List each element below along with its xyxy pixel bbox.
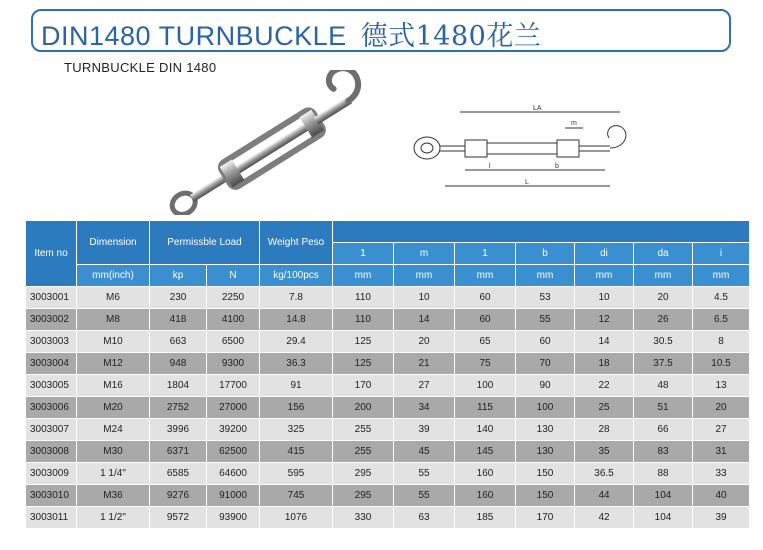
cell-dim-value: 104 bbox=[634, 485, 693, 507]
cell-dim-value: 83 bbox=[634, 441, 693, 463]
table-row bbox=[26, 331, 750, 353]
cell-dim: M6 bbox=[77, 287, 150, 309]
cell-kp: 6371 bbox=[150, 441, 207, 463]
drawing-label-b: b bbox=[555, 163, 559, 170]
unit-cell: mm bbox=[516, 265, 575, 287]
cell-w: 595 bbox=[260, 463, 333, 485]
cell-item: 3003011 bbox=[26, 507, 77, 529]
cell-dim-value: 21 bbox=[394, 353, 455, 375]
cell-dim-value: 40 bbox=[693, 485, 750, 507]
header-permissible-load: Permissble Load bbox=[150, 221, 260, 265]
unit-cell: mm bbox=[575, 265, 634, 287]
cell-dim-value: 28 bbox=[575, 419, 634, 441]
cell-dim-value: 60 bbox=[455, 309, 516, 331]
table-row bbox=[26, 463, 750, 485]
cell-dim-value: 70 bbox=[516, 353, 575, 375]
header-col-4: di bbox=[575, 243, 634, 265]
cell-dim-value: 33 bbox=[693, 463, 750, 485]
cell-dim-value: 255 bbox=[333, 441, 394, 463]
header-col-0: 1 bbox=[333, 243, 394, 265]
cell-dim-value: 115 bbox=[455, 397, 516, 419]
cell-dim-value: 4.5 bbox=[693, 287, 750, 309]
cell-item: 3003006 bbox=[26, 397, 77, 419]
cell-dim-value: 104 bbox=[634, 507, 693, 529]
cell-dim-value: 14 bbox=[394, 309, 455, 331]
cell-dim-value: 27 bbox=[394, 375, 455, 397]
cell-dim-value: 13 bbox=[693, 375, 750, 397]
unit-cell: N bbox=[207, 265, 260, 287]
cell-dim-value: 10 bbox=[575, 287, 634, 309]
cell-dim-value: 150 bbox=[516, 485, 575, 507]
cell-dim-value: 20 bbox=[693, 397, 750, 419]
drawing-label-m: m bbox=[571, 120, 577, 127]
cell-dim-value: 26 bbox=[634, 309, 693, 331]
title-chinese: 德式1480花兰 bbox=[360, 21, 542, 52]
cell-dim-value: 20 bbox=[394, 331, 455, 353]
cell-kp: 418 bbox=[150, 309, 207, 331]
cell-dim-value: 55 bbox=[394, 463, 455, 485]
cell-dim-value: 295 bbox=[333, 463, 394, 485]
cell-dim-value: 130 bbox=[516, 441, 575, 463]
cell-dim-value: 88 bbox=[634, 463, 693, 485]
cell-dim-value: 100 bbox=[455, 375, 516, 397]
cell-n: 39200 bbox=[207, 419, 260, 441]
cell-dim-value: 60 bbox=[516, 331, 575, 353]
header-col-6: i bbox=[693, 243, 750, 265]
table-row bbox=[26, 419, 750, 441]
cell-item: 3003001 bbox=[26, 287, 77, 309]
page-title bbox=[41, 14, 541, 53]
cell-dim: M36 bbox=[77, 485, 150, 507]
cell-dim-value: 12 bbox=[575, 309, 634, 331]
cell-dim-value: 110 bbox=[333, 309, 394, 331]
cell-w: 7.8 bbox=[260, 287, 333, 309]
cell-n: 62500 bbox=[207, 441, 260, 463]
cell-kp: 9276 bbox=[150, 485, 207, 507]
cell-n: 27000 bbox=[207, 397, 260, 419]
cell-dim-value: 22 bbox=[575, 375, 634, 397]
cell-kp: 663 bbox=[150, 331, 207, 353]
unit-cell: mm(inch) bbox=[77, 265, 150, 287]
cell-kp: 3996 bbox=[150, 419, 207, 441]
cell-dim-value: 295 bbox=[333, 485, 394, 507]
cell-kp: 1804 bbox=[150, 375, 207, 397]
table-row bbox=[26, 309, 750, 331]
table-row bbox=[26, 485, 750, 507]
cell-dim-value: 14 bbox=[575, 331, 634, 353]
cell-dim-value: 66 bbox=[634, 419, 693, 441]
cell-n: 4100 bbox=[207, 309, 260, 331]
cell-dim-value: 140 bbox=[455, 419, 516, 441]
cell-item: 3003004 bbox=[26, 353, 77, 375]
unit-cell: kg/100pcs bbox=[260, 265, 333, 287]
cell-w: 1076 bbox=[260, 507, 333, 529]
cell-dim-value: 55 bbox=[516, 309, 575, 331]
cell-n: 17700 bbox=[207, 375, 260, 397]
cell-w: 91 bbox=[260, 375, 333, 397]
turnbuckle-photo bbox=[150, 70, 395, 215]
table-row bbox=[26, 507, 750, 529]
unit-cell: mm bbox=[693, 265, 750, 287]
cell-n: 91000 bbox=[207, 485, 260, 507]
header-col-1: m bbox=[394, 243, 455, 265]
cell-dim-value: 160 bbox=[455, 485, 516, 507]
cell-dim-value: 10.5 bbox=[693, 353, 750, 375]
header-col-3: b bbox=[516, 243, 575, 265]
cell-n: 2250 bbox=[207, 287, 260, 309]
unit-cell: kp bbox=[150, 265, 207, 287]
cell-item: 3003009 bbox=[26, 463, 77, 485]
cell-dim: M20 bbox=[77, 397, 150, 419]
cell-dim-value: 53 bbox=[516, 287, 575, 309]
cell-dim-value: 10 bbox=[394, 287, 455, 309]
cell-item: 3003010 bbox=[26, 485, 77, 507]
cell-dim-value: 35 bbox=[575, 441, 634, 463]
cell-dim-value: 160 bbox=[455, 463, 516, 485]
cell-kp: 2752 bbox=[150, 397, 207, 419]
cell-dim: M16 bbox=[77, 375, 150, 397]
table-row bbox=[26, 287, 750, 309]
cell-item: 3003005 bbox=[26, 375, 77, 397]
cell-w: 745 bbox=[260, 485, 333, 507]
cell-w: 14.8 bbox=[260, 309, 333, 331]
header-col-5: da bbox=[634, 243, 693, 265]
cell-w: 325 bbox=[260, 419, 333, 441]
cell-w: 29.4 bbox=[260, 331, 333, 353]
cell-dim: M12 bbox=[77, 353, 150, 375]
cell-dim-value: 34 bbox=[394, 397, 455, 419]
cell-dim-value: 6.5 bbox=[693, 309, 750, 331]
title-box bbox=[31, 9, 731, 52]
cell-item: 3003008 bbox=[26, 441, 77, 463]
cell-item: 3003003 bbox=[26, 331, 77, 353]
table-row bbox=[26, 441, 750, 463]
cell-dim: 1 1/4" bbox=[77, 463, 150, 485]
unit-cell: mm bbox=[455, 265, 516, 287]
cell-dim-value: 65 bbox=[455, 331, 516, 353]
cell-dim-value: 170 bbox=[333, 375, 394, 397]
dimension-drawing bbox=[405, 100, 665, 195]
unit-cell: mm bbox=[634, 265, 693, 287]
header-item-no: Item no bbox=[26, 221, 77, 287]
table-row bbox=[26, 397, 750, 419]
cell-kp: 230 bbox=[150, 287, 207, 309]
cell-dim-value: 18 bbox=[575, 353, 634, 375]
title-english: DIN1480 TURNBUCKLE bbox=[41, 21, 347, 51]
cell-item: 3003002 bbox=[26, 309, 77, 331]
cell-n: 93900 bbox=[207, 507, 260, 529]
cell-dim-value: 42 bbox=[575, 507, 634, 529]
cell-dim-value: 36.5 bbox=[575, 463, 634, 485]
product-subtitle: TURNBUCKLE DIN 1480 bbox=[64, 60, 217, 75]
cell-dim-value: 90 bbox=[516, 375, 575, 397]
cell-dim: M30 bbox=[77, 441, 150, 463]
cell-dim-value: 63 bbox=[394, 507, 455, 529]
cell-dim-value: 39 bbox=[693, 507, 750, 529]
spec-table bbox=[25, 220, 750, 529]
cell-dim-value: 170 bbox=[516, 507, 575, 529]
unit-cell: mm bbox=[394, 265, 455, 287]
cell-kp: 6585 bbox=[150, 463, 207, 485]
cell-dim-value: 39 bbox=[394, 419, 455, 441]
cell-dim-value: 125 bbox=[333, 331, 394, 353]
cell-dim-value: 37.5 bbox=[634, 353, 693, 375]
table-row bbox=[26, 375, 750, 397]
cell-dim-value: 51 bbox=[634, 397, 693, 419]
header-col-2: 1 bbox=[455, 243, 516, 265]
cell-dim-value: 330 bbox=[333, 507, 394, 529]
cell-kp: 9572 bbox=[150, 507, 207, 529]
cell-dim-value: 75 bbox=[455, 353, 516, 375]
cell-w: 36.3 bbox=[260, 353, 333, 375]
cell-dim-value: 150 bbox=[516, 463, 575, 485]
header-dimension-group bbox=[333, 221, 750, 243]
drawing-label-L: L bbox=[525, 179, 529, 186]
cell-dim-value: 100 bbox=[516, 397, 575, 419]
cell-n: 6500 bbox=[207, 331, 260, 353]
cell-dim-value: 130 bbox=[516, 419, 575, 441]
unit-cell: mm bbox=[333, 265, 394, 287]
cell-item: 3003007 bbox=[26, 419, 77, 441]
cell-dim-value: 125 bbox=[333, 353, 394, 375]
header-dimension: Dimension bbox=[77, 221, 150, 265]
cell-dim-value: 200 bbox=[333, 397, 394, 419]
cell-dim-value: 48 bbox=[634, 375, 693, 397]
table-row bbox=[26, 353, 750, 375]
cell-dim-value: 27 bbox=[693, 419, 750, 441]
cell-dim-value: 30.5 bbox=[634, 331, 693, 353]
cell-dim-value: 45 bbox=[394, 441, 455, 463]
cell-dim: M10 bbox=[77, 331, 150, 353]
cell-dim: M24 bbox=[77, 419, 150, 441]
cell-w: 415 bbox=[260, 441, 333, 463]
cell-dim: 1 1/2" bbox=[77, 507, 150, 529]
cell-dim-value: 25 bbox=[575, 397, 634, 419]
cell-dim-value: 255 bbox=[333, 419, 394, 441]
drawing-label-l: l bbox=[489, 163, 491, 170]
cell-n: 64600 bbox=[207, 463, 260, 485]
drawing-label-la: LA bbox=[533, 105, 542, 112]
cell-dim-value: 20 bbox=[634, 287, 693, 309]
cell-dim-value: 60 bbox=[455, 287, 516, 309]
cell-dim-value: 44 bbox=[575, 485, 634, 507]
cell-dim-value: 145 bbox=[455, 441, 516, 463]
cell-w: 156 bbox=[260, 397, 333, 419]
cell-dim-value: 55 bbox=[394, 485, 455, 507]
cell-dim: M8 bbox=[77, 309, 150, 331]
cell-dim-value: 185 bbox=[455, 507, 516, 529]
cell-dim-value: 8 bbox=[693, 331, 750, 353]
cell-dim-value: 110 bbox=[333, 287, 394, 309]
cell-kp: 948 bbox=[150, 353, 207, 375]
header-weight: Weight Peso bbox=[260, 221, 333, 265]
cell-n: 9300 bbox=[207, 353, 260, 375]
cell-dim-value: 31 bbox=[693, 441, 750, 463]
